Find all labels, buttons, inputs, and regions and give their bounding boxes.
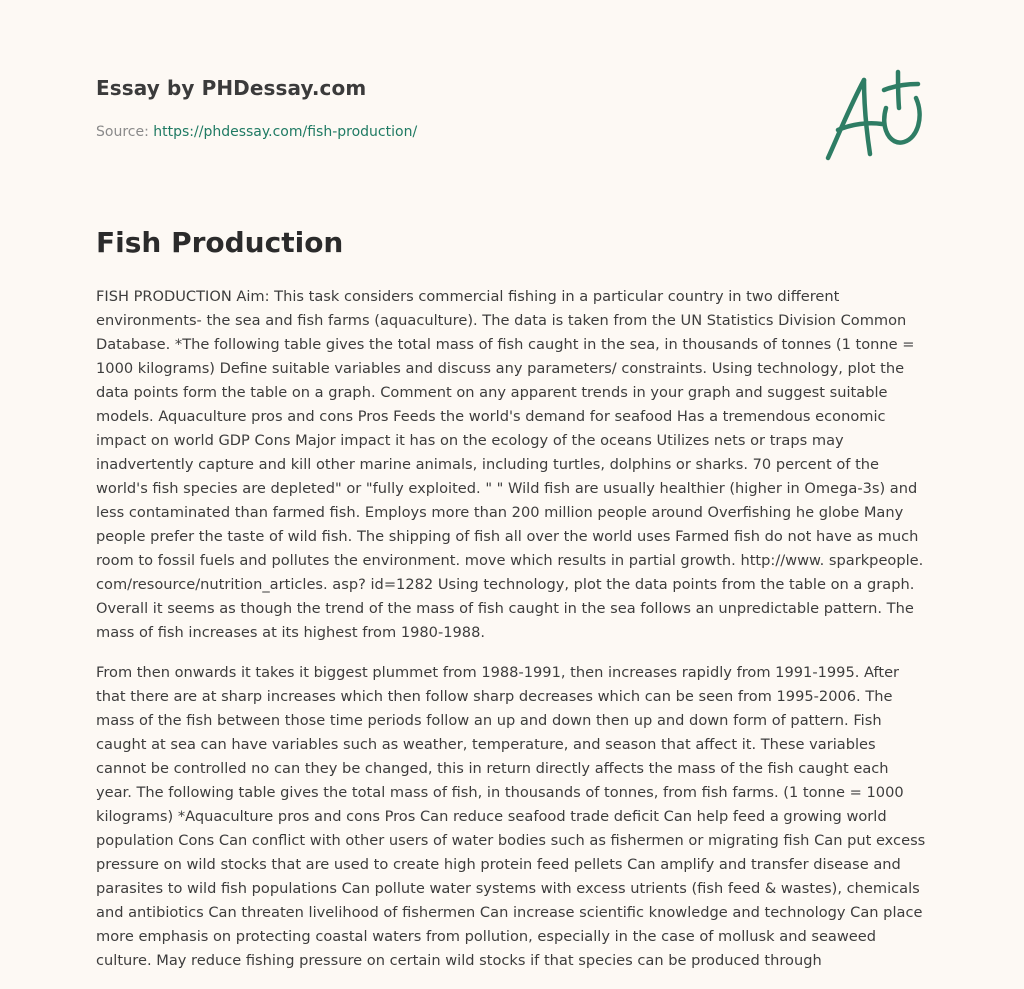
source-line (96, 124, 417, 140)
a-plus-logo-icon (820, 66, 932, 166)
source-label: Source: (96, 124, 154, 140)
essay-body (96, 285, 928, 989)
source-link[interactable]: https://phdessay.com/fish-production/ (153, 124, 418, 140)
site-title: Essay by PHDessay.com (96, 76, 367, 100)
essay-title: Fish Production (96, 226, 344, 259)
essay-paragraph: FISH PRODUCTION Aim: This task considers commercial fishing in a particular country in two different environments- the sea and fish farms (aquaculture). The data is taken from the UN Statistics Division Common Database. *The following table gives the total mass of fish caught in the sea, in thousands of tonnes (1 tonne = 1000 kilograms) Define suitable variables and discuss any parameters/ constraints. Using technology, plot the data points form the table on a graph. Comment on any apparent trends in your graph and suggest suitable models. Aquaculture pros and cons Pros Feeds the world's demand for seafood Has a tremendous economic impact on world GDP Cons Major impact it has on the ecology of the oceans Utilizes nets or traps may inadvertently capture and kill other marine animals, including turtles, dolphins or sharks. 70 percent of the world's fish species are depleted" or "fully exploited. " " Wild fish are usually healthier (higher in Omega-3s) and less contaminated than farmed fish. Employs more than 200 million people around Overfishing he globe Many people prefer the taste of wild fish. The shipping of fish all over the world uses Farmed fish do not have as much room to fossil fuels and pollutes the environment. move which results in partial growth. http://www. sparkpeople. com/resource/nutrition_articles. asp? id=1282 Using technology, plot the data points from the table on a graph. Overall it seems as though the trend of the mass of fish caught in the sea follows an unpredictable pattern. The mass of fish increases at its highest from 1980-1988. (96, 288, 924, 641)
essay-paragraph: From then onwards it takes it biggest plummet from 1988-1991, then increases rapidly from 1991-1995. After that there are at sharp increases which then follow sharp decreases which can be seen from 1995-2006. The mass of the fish between those time periods follow an up and down then up and down form of pattern. Fish caught at sea can have variables such as weather, temperature, and season that affect it. These variables cannot be controlled no can they be changed, this in return directly affects the mass of the fish caught each year. The following table gives the total mass of fish, in thousands of tonnes, from fish farms. (1 tonne = 1000 kilograms) *Aquaculture pros and cons Pros Can reduce seafood trade deficit Can help feed a growing world population Cons Can conflict with other users of water bodies such as fishermen or migrating fish Can put excess pressure on wild stocks that are used to create high protein feed pellets Can amplify and transfer disease and parasites to wild fish populations Can pollute water systems with excess utrients (fish feed & wastes), chemicals and antibiotics Can threaten livelihood of fishermen Can increase scientific knowledge and technology Can place more emphasis on protecting coastal waters from pollution, especially in the case of mollusk and seaweed culture. May reduce fishing pressure on certain wild stocks if that species can be produced through (96, 664, 926, 969)
